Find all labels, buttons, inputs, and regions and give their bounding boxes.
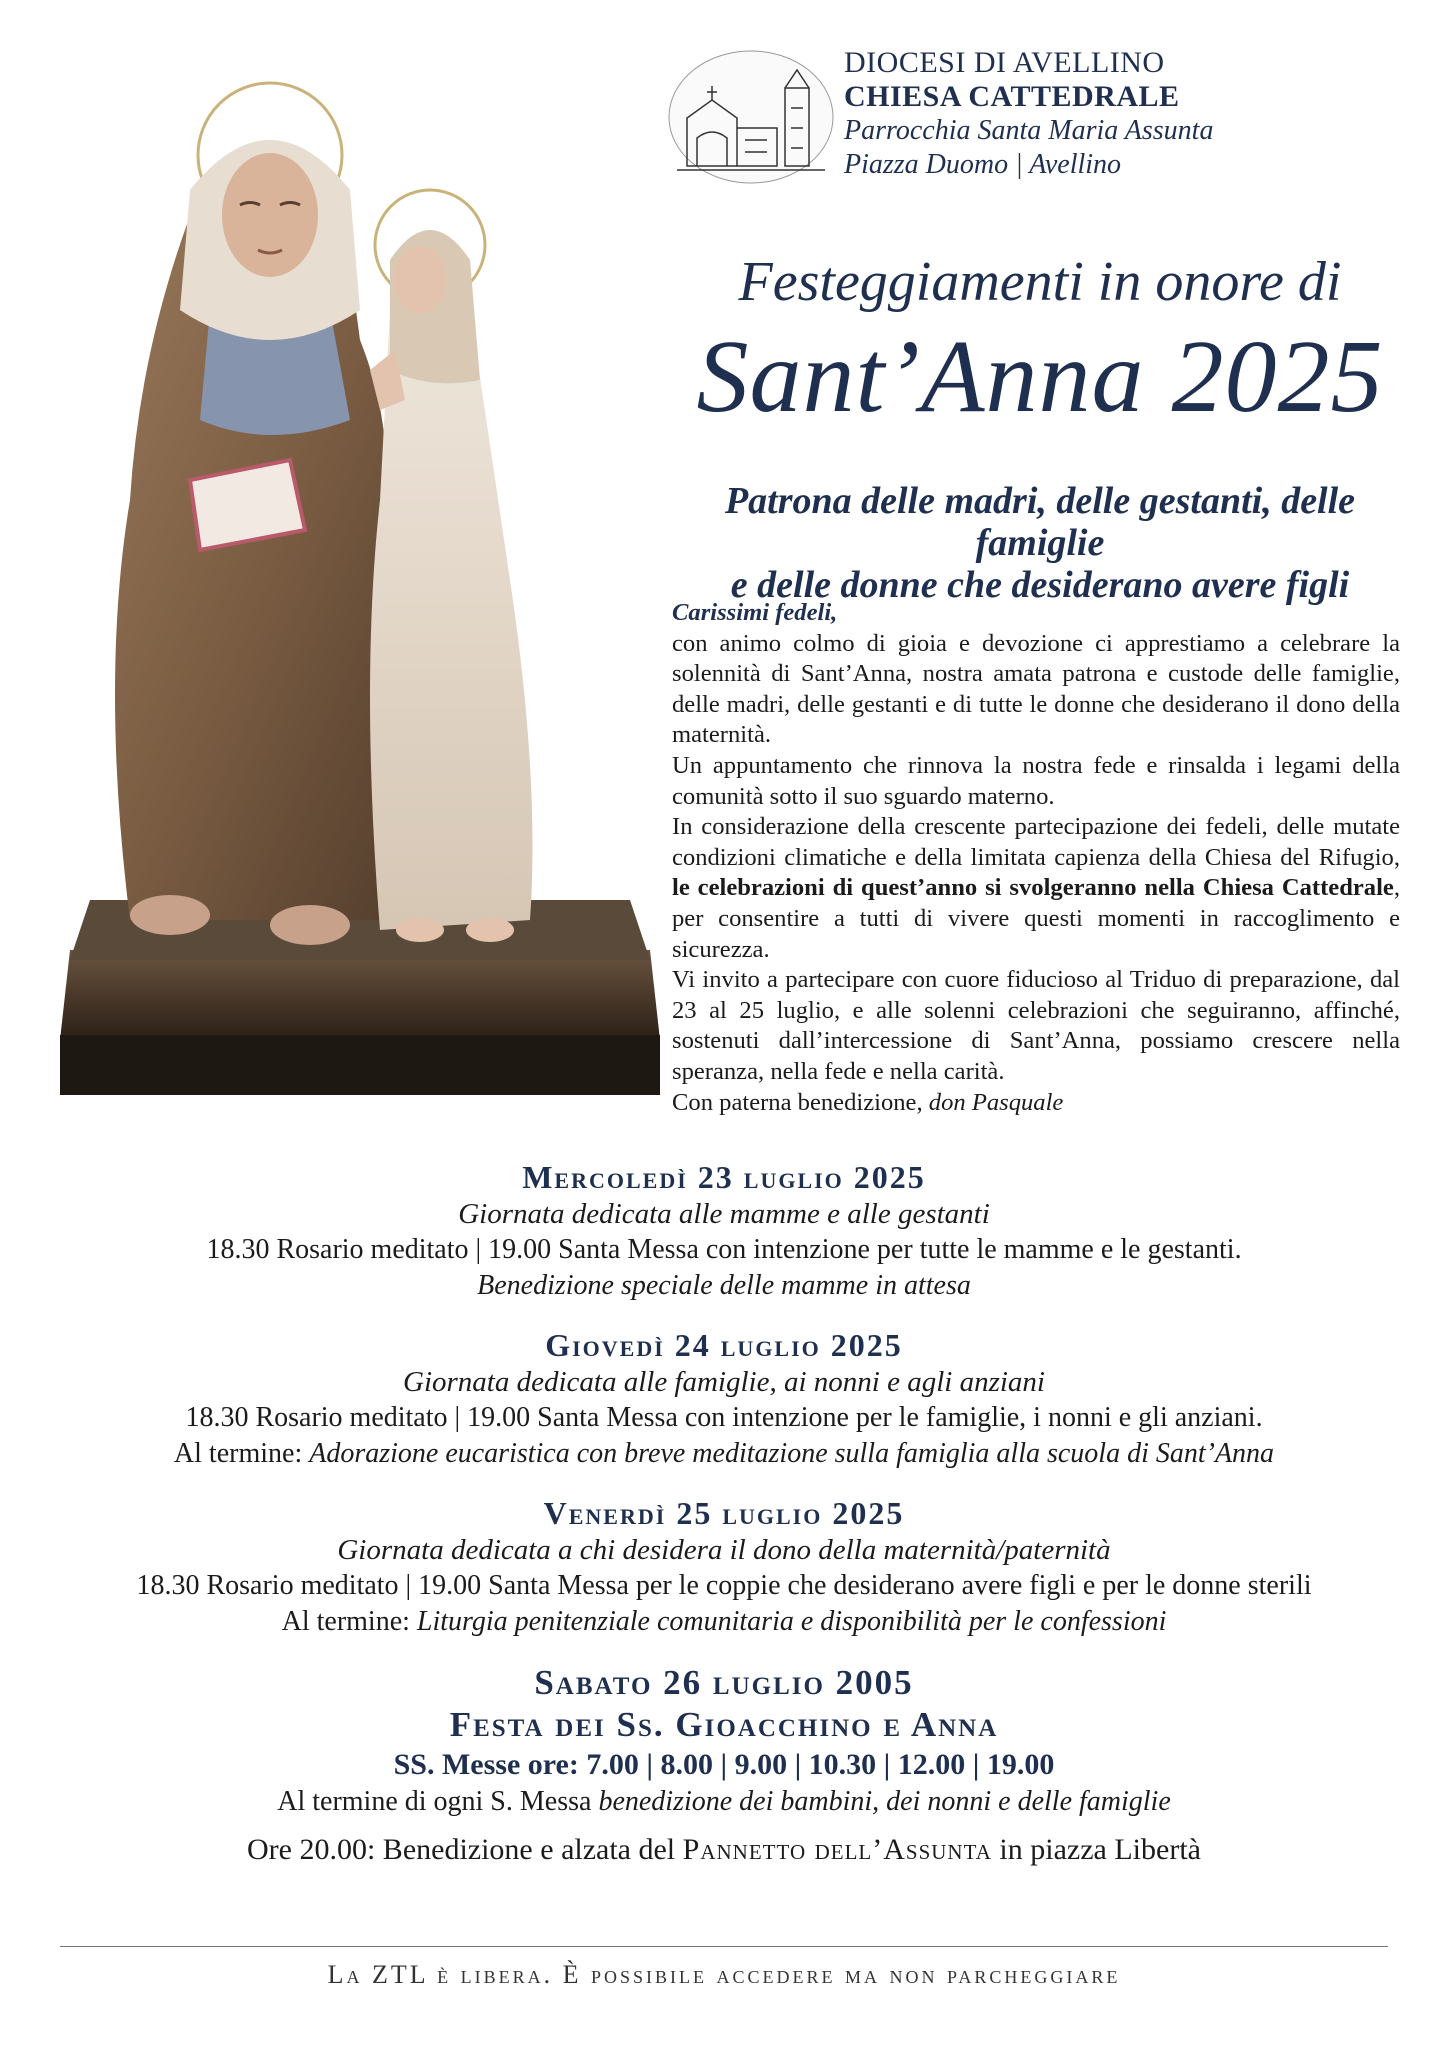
letter-paragraph-3 <box>672 812 1400 965</box>
day-title: Venerdì 25 luglio 2025 <box>543 1495 905 1531</box>
footer-divider <box>60 1946 1388 1947</box>
day-title: Giovedì 24 luglio 2025 <box>545 1327 903 1363</box>
note-prefix: Al termine: <box>281 1606 417 1637</box>
title-intro: Festeggiamenti in onore di <box>738 251 1342 313</box>
day-theme: Giornata dedicata alle mamme e alle gestanti <box>458 1198 990 1230</box>
letter-signature <box>672 1088 1400 1119</box>
day-schedule: 18.30 Rosario meditato | 19.00 Santa Messa con intenzione per le famiglie, i nonni e gli anziani. <box>185 1402 1263 1433</box>
day-note <box>40 1784 1408 1820</box>
day-theme: Giornata dedicata alle famiglie, ai nonni e agli anziani <box>403 1366 1045 1398</box>
title-main: Sant’Anna 2025 <box>696 319 1384 434</box>
letter-p3-start: In considerazione della crescente partecipazione dei fedeli, delle mutate condizioni climatiche e della limitata capienza della Chiesa del Rifugio, <box>672 813 1400 871</box>
day-wednesday <box>40 1158 1408 1304</box>
letter-paragraph-4: Vi invito a partecipare con cuore fiducioso al Triduo di preparazione, dal 23 al 25 luglio, e alle solenni celebrazioni che seguiranno, affinché, sostenuti dall’intercessione di Sant’Anna, possiamo crescere nella speranza, nella fede e nella carità. <box>672 966 1400 1085</box>
note-text: Liturgia penitenziale comunitaria e disponibilità per le confessioni <box>416 1606 1167 1637</box>
day-friday <box>40 1494 1408 1640</box>
note-prefix: Al termine di ogni S. Messa <box>277 1786 599 1817</box>
parish-header <box>844 46 1404 182</box>
day-note <box>40 1436 1408 1472</box>
statue-image <box>60 80 660 1110</box>
letter-greeting: Carissimi fedeli, <box>672 599 838 626</box>
day-schedule: 18.30 Rosario meditato | 19.00 Santa Messa con intenzione per tutte le mamme e le gestanti. <box>206 1234 1242 1265</box>
letter-paragraph-1: con animo colmo di gioia e devozione ci apprestiamo a celebrare la solennità di Sant’Anna, nostra amata patrona e custode delle famiglie, delle madri, delle gestanti e di tutte le donne che desiderano il dono della maternità. <box>672 629 1400 749</box>
subtitle <box>690 480 1390 606</box>
note-text: Adorazione eucaristica con breve meditazione sulla famiglia alla scuola di Sant’Anna <box>309 1438 1275 1469</box>
parish-address: Piazza Duomo | Avellino <box>844 149 1122 180</box>
day-theme: Giornata dedicata a chi desidera il dono della maternità/paternità <box>337 1534 1111 1566</box>
note-prefix: Al termine: <box>173 1438 310 1469</box>
letter-paragraph-2: Un appuntamento che rinnova la nostra fede e rinsalda i legami della comunità sotto il suo sguardo materno. <box>672 751 1400 810</box>
signature-text: Con paterna benedizione, <box>672 1088 929 1116</box>
feast-name: Festa dei Ss. Gioacchino e Anna <box>449 1705 999 1744</box>
subtitle-line-2: e delle donne che desiderano avere figli <box>730 564 1350 606</box>
signature-name: don Pasquale <box>928 1088 1064 1116</box>
day-thursday <box>40 1326 1408 1472</box>
program-schedule <box>40 1158 1408 1892</box>
day-schedule: 18.30 Rosario meditato | 19.00 Santa Messa per le coppie che desiderano avere figli e per le donne sterili <box>136 1570 1312 1601</box>
day-note: Benedizione speciale delle mamme in attesa <box>477 1270 971 1301</box>
footer-notice: La ZTL è libera. È possibile accedere ma non parcheggiare <box>327 1960 1121 1989</box>
subtitle-line-1: Patrona delle madri, delle gestanti, delle famiglie <box>724 480 1356 564</box>
final-event-start: Ore 20.00: Benedizione e alzata del <box>247 1833 683 1866</box>
note-text: benedizione dei bambini, dei nonni e delle famiglie <box>598 1786 1171 1817</box>
pastoral-letter <box>672 598 1400 1118</box>
final-event-highlight: Pannetto dell’Assunta <box>682 1833 992 1866</box>
final-event <box>40 1830 1408 1870</box>
church-drawing <box>667 48 835 186</box>
day-note <box>40 1604 1408 1640</box>
day-saturday <box>40 1662 1408 1870</box>
diocese-name: DIOCESI DI AVELLINO <box>844 46 1165 79</box>
day-title: Sabato 26 luglio 2005 <box>534 1663 914 1702</box>
letter-p3-end: , per consentire a tutti di vivere questi momenti in raccoglimento e sicurezza. <box>672 874 1400 963</box>
final-event-end: in piazza Libertà <box>991 1833 1201 1866</box>
day-title: Mercoledì 23 luglio 2025 <box>522 1159 926 1195</box>
letter-p3-bold: le celebrazioni di quest’anno si svolgeranno nella Chiesa Cattedrale <box>672 874 1394 902</box>
church-name: CHIESA CATTEDRALE <box>844 80 1180 113</box>
mass-times: SS. Messe ore: 7.00 | 8.00 | 9.00 | 10.30 | 12.00 | 19.00 <box>393 1748 1055 1781</box>
parish-name: Parrocchia Santa Maria Assunta <box>844 115 1214 146</box>
